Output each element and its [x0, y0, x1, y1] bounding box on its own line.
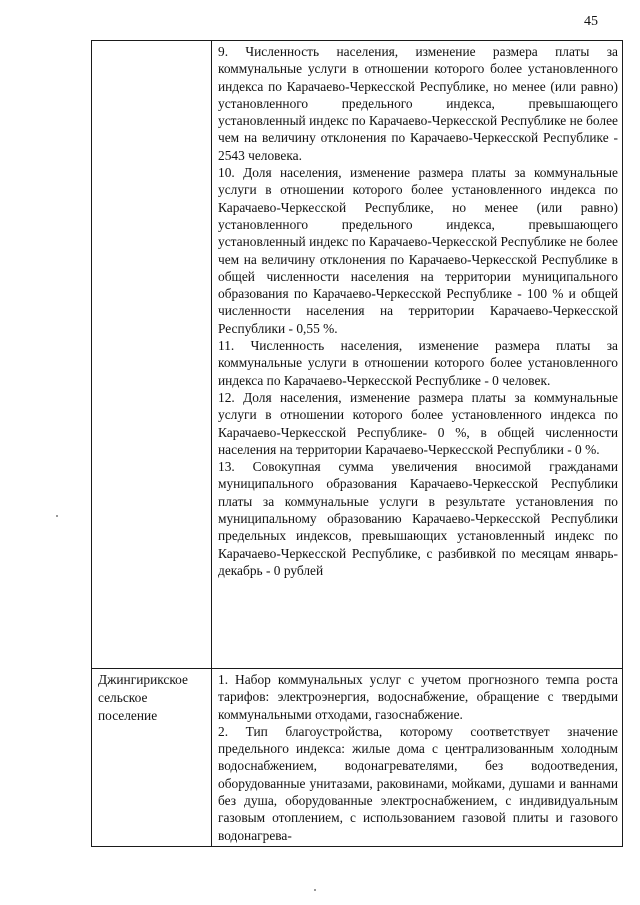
indicators-text — [218, 671, 618, 844]
indicator-paragraph: 13. Совокупная сумма увеличения вносимой гражданами муниципального образования Карачаево-Черкесской Республики платы за коммунальные услуги в результате установления по муниципальному образованию Карачаево-Черкесской Республики предельных индексов, превышающих установленный индекс по Карачаево-Черкесской Республике, с разбивкой по месяцам январь-декабрь - 0 рублей — [218, 459, 618, 578]
scan-speck — [314, 889, 316, 891]
table-cell-indicators — [212, 669, 623, 847]
page-number: 45 — [584, 14, 598, 29]
document-table — [91, 40, 623, 847]
table-row — [92, 669, 623, 847]
indicator-paragraph: 2. Тип благоустройства, которому соответствует значение предельного индекса: жилые дома с централизованным холодным водоснабжением, водонагревателями, без водоотведения, оборудованные унитазами, раковинами, мойками, душами и ваннами без душа, оборудованные электроснабжением, с индивидуальным газовым отоплением, с использованием газовой плиты и газового водонагрева- — [218, 723, 618, 843]
indicator-paragraph: 11. Численность населения, изменение размера платы за коммунальные услуги в отношении которого более установленного индекса по Карачаево-Черкесской Республике - 0 человек. — [218, 338, 618, 388]
indicator-paragraph: 12. Доля населения, изменение размера платы за коммунальные услуги в отношении которого более установленного индекса по Карачаево-Черкесской Республике- 0 %, в общей численности населения на территории Карачаево-Черкесской Республики - 0 %. — [218, 389, 618, 457]
table-cell-municipality — [92, 41, 212, 669]
scan-speck — [56, 515, 58, 517]
municipality-name-line: Джингирикское — [98, 672, 188, 687]
municipality-name-line: поселение — [98, 708, 158, 723]
table-row — [92, 41, 623, 669]
indicator-paragraph: 10. Доля населения, изменение размера платы за коммунальные услуги в отношении которого более установленного индекса по Карачаево-Черкесской Республике, но менее (или равно) установленного предельного индекса, превышающего установленный индекс по Карачаево-Черкесской Республике не более чем на величину отклонения по Карачаево-Черкесской Республике в общей численности населения на территории муниципального образования по Карачаево-Черкесской Республике - 100 % и общей численности населения на территории Карачаево-Черкесской Республики - 0,55 %. — [218, 165, 618, 336]
indicator-paragraph: 1. Набор коммунальных услуг с учетом прогнозного темпа роста тарифов: электроэнергия, водоснабжение, обращение с твердыми коммунальными отходами, газоснабжение. — [218, 672, 618, 722]
table-cell-indicators — [212, 41, 623, 669]
indicators-text — [218, 43, 618, 579]
municipality-name-line: сельское — [98, 690, 148, 705]
table-cell-municipality — [92, 669, 212, 847]
indicator-paragraph: 9. Численность населения, изменение размера платы за коммунальные услуги в отношении которого более установленного индекса по Карачаево-Черкесской Республике, но менее (или равно) установленного предельного индекса, превышающего установленный индекс по Карачаево-Черкесской Республике не более чем на величину отклонения по Карачаево-Черкесской Республике - 2543 человека. — [218, 44, 618, 163]
